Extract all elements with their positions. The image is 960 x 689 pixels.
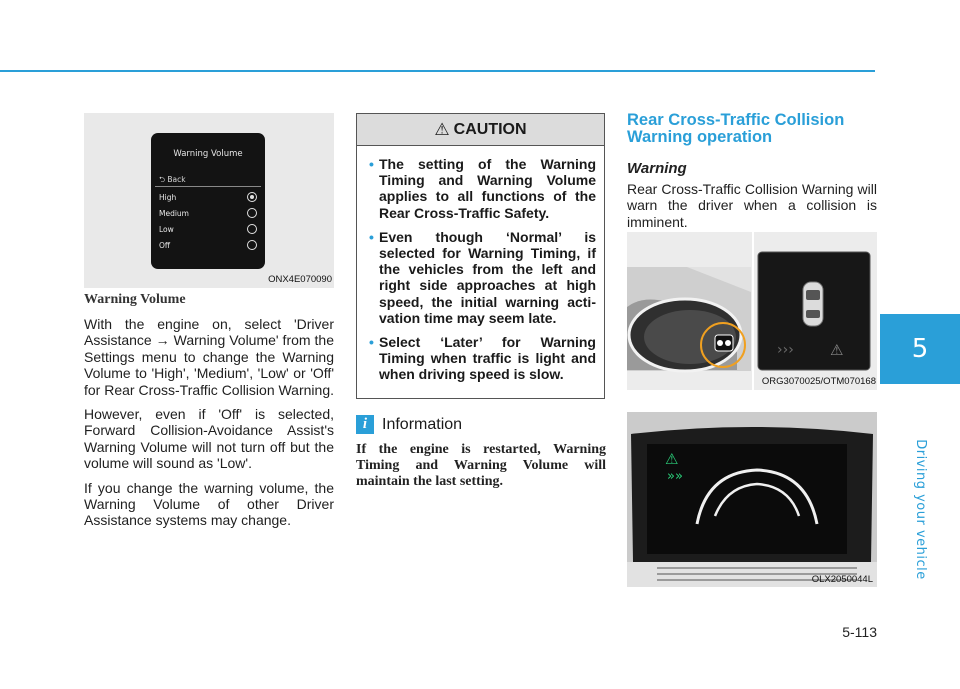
chevron-icon: ››› [777,342,794,358]
option-medium [155,207,261,222]
caution-box [356,113,605,399]
caution-item: • Select ‘Later’ for Warning Timing when traffic is light and when driving speed is slow. [369,334,596,383]
section-heading: Rear Cross-Traffic Collision Warning operation [627,111,845,146]
option-low [155,223,261,238]
figure-warning-volume-screen [84,113,334,288]
back-arrow-icon: ⮌ [159,175,166,184]
caution-title: CAUTION [453,120,527,138]
figure-code: OLX2050044L [811,574,873,585]
warning-volume-section [84,292,334,537]
option-high [155,191,261,206]
option-label: Low [159,225,174,234]
option-label: Medium [159,209,189,218]
mirror-cluster-illustration [627,232,877,390]
option-label: High [159,193,177,202]
information-text: If the engine is restarted, Warning Timing and Warning Volume will maintain the last setting. [356,442,606,490]
chevron-icon: »» [667,469,683,484]
paragraph: If you change the warning volume, the Warning Volume of other Driver Assistance systems may change. [84,479,334,529]
figure-code: ONX4E070090 [268,274,332,285]
cluster-display [151,133,265,269]
caution-list [357,146,604,383]
section-heading: Warning Volume [84,292,186,307]
rear-view-illustration [627,412,877,587]
information-note [356,415,606,491]
screen-title: Warning Volume [173,149,243,159]
figure-rear-view-display [627,412,877,587]
screen-separator [155,186,261,187]
section-number-tab: 5 [880,314,960,384]
vehicle-windshield [806,290,820,300]
paragraph: However, even if 'Off' is selected, Forward Collision-Avoidance Assist's Warning Volume will not turn off but the volume will sound as 'Low'. [84,406,334,472]
rctcw-operation-section [627,112,877,230]
section-title: Driving your vehicle [912,438,928,580]
info-icon: i [356,415,374,434]
radio-empty-icon [247,240,257,250]
information-title: Information [382,415,463,433]
caution-header [357,114,604,146]
caution-item: • Even though ‘Normal’ is selected for Warning Timing, if the vehicles from the left and right side approaches at high speed, the initial warning acti-vation time may seem late. [369,229,596,326]
radio-selected-icon [247,192,257,202]
information-header [356,415,606,434]
sub-heading: Warning [627,160,687,177]
warning-triangle-icon: ⚠ [434,119,450,139]
radio-empty-icon [247,224,257,234]
paragraph: Rear Cross-Traffic Collision Warning will warn the driver when a collision is imminent. [627,181,877,230]
figure-divider [752,232,754,390]
warning-triangle-icon: ⚠ [665,450,679,468]
warning-triangle-icon: ⚠ [830,341,844,359]
mirror-car-symbol [725,340,731,346]
section-side-label [880,384,960,634]
figure-code: ORG3070025/OTM070168 [761,376,876,387]
paragraph: With the engine on, select 'Driver Assistance → Warning Volume' from the Settings menu to change the Warning Volume to 'High', 'Medium', 'Low' or 'Off' for Rear Cross-Traffic Collision Warning. [84,316,334,398]
top-rule [0,70,875,72]
page-number: 5-113 [842,624,877,640]
option-off [155,239,261,254]
figure-mirror-and-cluster [627,232,877,390]
vehicle-icon [803,282,823,326]
back-label: Back [167,175,186,184]
vehicle-rear-window [806,310,820,318]
radio-empty-icon [247,208,257,218]
mirror-car-symbol [717,340,723,346]
option-label: Off [159,241,171,250]
caution-item: • The setting of the Warning Timing and Warning Volume applies to all functions of the Rear Cross-Traffic Safety. [369,156,596,221]
